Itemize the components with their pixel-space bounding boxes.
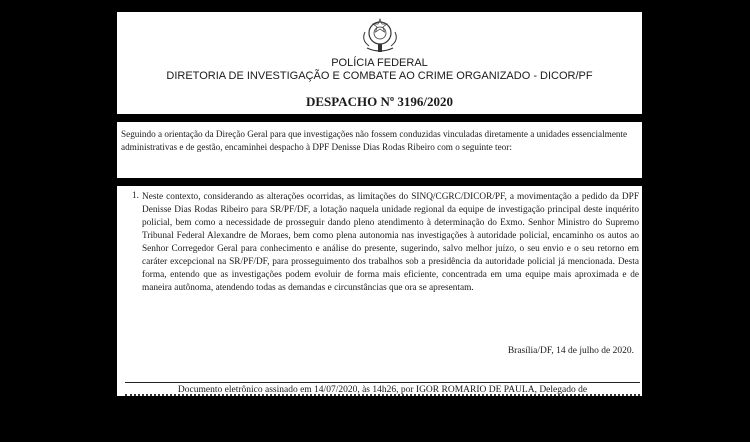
dispatch-title: DESPACHO Nº 3196/2020 <box>305 94 454 109</box>
clipped-text-line <box>125 394 640 396</box>
coat-of-arms-icon <box>357 16 403 56</box>
intro-paragraph: Seguindo a orientação da Direção Geral para que investigações não fossem conduzidas vinculadas diretamente a unidades essencialmente administrativas e de gestão, encaminhei despacho à DPF Denisse Dias Rodas Ribeiro com o seguinte teor: <box>121 129 628 152</box>
item-number: 1. <box>132 191 139 201</box>
intro-section <box>117 122 642 178</box>
division-name: DIRETORIA DE INVESTIGAÇÃO E COMBATE AO CRIME ORGANIZADO - DICOR/PF <box>166 70 593 82</box>
item-paragraph: Neste contexto, considerando as alterações ocorridas, as limitações do SINQ/CGRC/DICOR/PF, a movimentação a pedido da DPF Denisse Dias Rodas Ribeiro para SR/PF/DF, a lotação naquela unidade regional da equipe de investigação principal deste inquérito policial, bem como a necessidade de prosseguir dando pleno atendimento à determinação do Exmo. Senhor Ministro do Supremo Tribunal Federal Alexandre de Moraes, bem como plena autonomia nas investigações à autoridade policial, encaminho os autos ao Senhor Corregedor Geral para conhecimento e análise do presente, sugerindo, salvo melhor juízo, o seu envio e o seu retorno em caráter excepcional na SR/PF/DF, para prosseguimento dos trabalhos sob a presidência da autoridade policial já mencionada. Desta forma, entendo que as investigações podem evoluir de forma mais eficiente, concentrada em uma equipe mais aproximada e de maneira autônoma, atendendo todas as demandas e circunstâncias que ora se apresentam. <box>142 192 639 293</box>
signature-divider <box>125 382 640 383</box>
agency-name: POLÍCIA FEDERAL <box>331 57 428 69</box>
document-header <box>117 12 642 114</box>
dispatch-body <box>117 186 642 396</box>
signature-line: Documento eletrônico assinado em 14/07/2020, às 14h26, por IGOR ROMARIO DE PAULA, Delegado de <box>177 385 588 395</box>
date-line: Brasília/DF, 14 de julho de 2020. <box>507 346 634 356</box>
